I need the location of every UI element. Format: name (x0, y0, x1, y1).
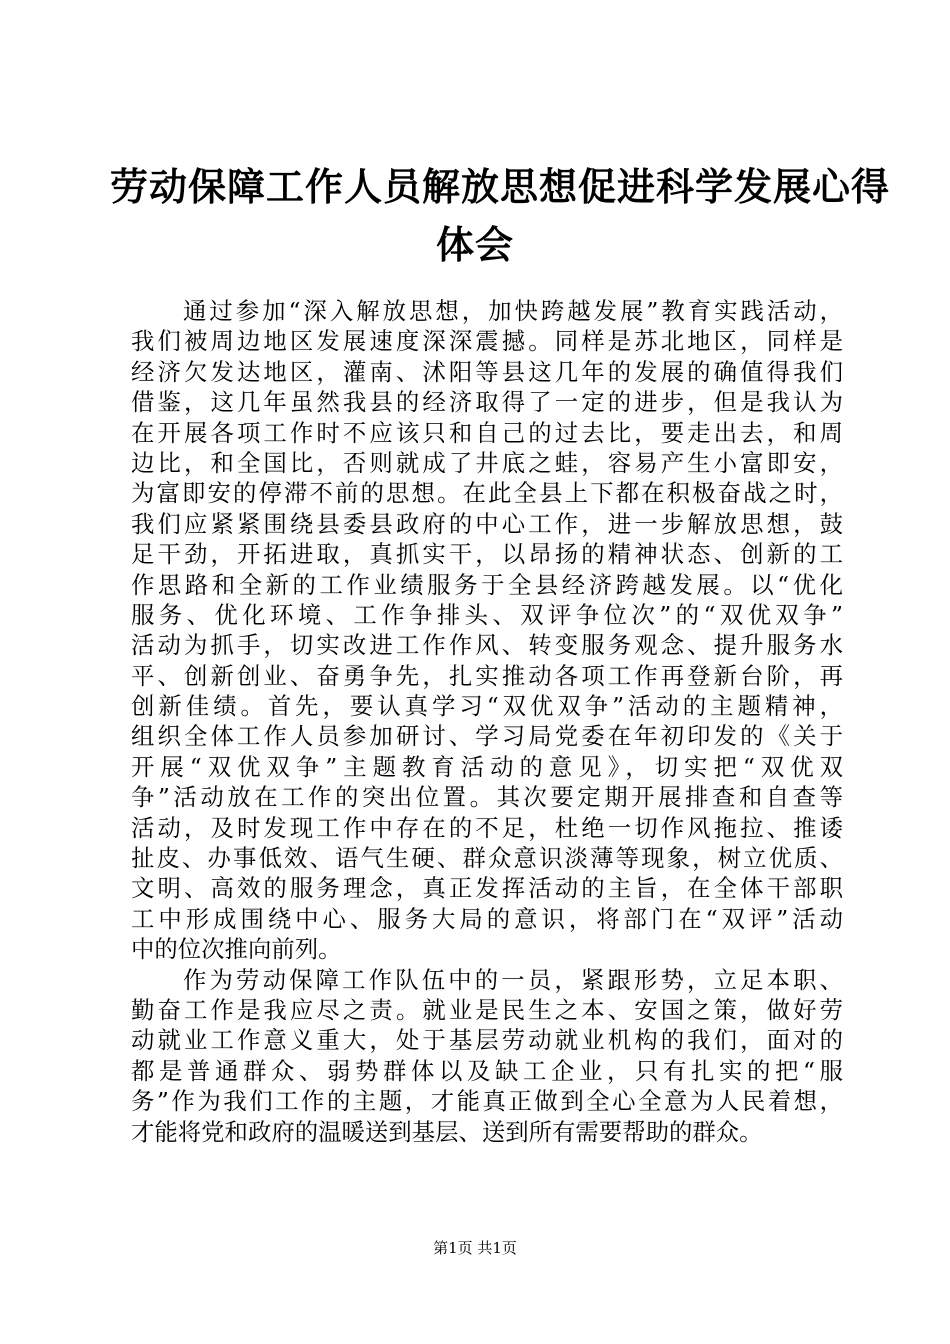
text-line: 我们被周边地区发展速度深深震撼。同样是苏北地区，同样是 (131, 327, 843, 356)
text-line: 文明、高效的服务理念，真正发挥活动的主旨，在全体干部职 (131, 874, 843, 903)
page-footer: 第1页 共1页 (433, 1239, 517, 1257)
text-line: 扯皮、办事低效、语气生硬、群众意识淡薄等现象，树立优质、 (131, 844, 843, 873)
document-body (131, 296, 843, 1147)
text-line: 动就业工作意义重大，处于基层劳动就业机构的我们，面对的 (131, 1026, 843, 1055)
paragraph-2 (131, 965, 843, 1147)
text-line: 为富即安的停滞不前的思想。在此全县上下都在积极奋战之时， (131, 479, 843, 508)
text-line: 边比，和全国比，否则就成了井底之蛙，容易产生小富即安， (131, 448, 843, 477)
text-line: 通过参加“深入解放思想，加快跨越发展”教育实践活动， (183, 297, 843, 325)
text-line: 活动，及时发现工作中存在的不足，杜绝一切作风拖拉、推诿 (131, 813, 843, 842)
text-line: 作思路和全新的工作业绩服务于全县经济跨越发展。以“优化 (131, 570, 843, 599)
text-line: 中的位次推向前列。 (131, 935, 342, 964)
title-line-1: 劳动保障工作人员解放思想促进科学发展心得 (110, 164, 891, 209)
text-line: 经济欠发达地区，灌南、沭阳等县这几年的发展的确值得我们 (131, 357, 843, 386)
document-title (110, 158, 891, 274)
text-line: 勤奋工作是我应尽之责。就业是民生之本、安国之策，做好劳 (131, 995, 843, 1024)
text-line: 足干劲，开拓进取，真抓实干，以昂扬的精神状态、创新的工 (131, 540, 843, 569)
text-line: 创新佳绩。首先，要认真学习“双优双争”活动的主题精神， (131, 692, 843, 721)
text-line: 工中形成围绕中心、服务大局的意识，将部门在“双评”活动 (131, 904, 843, 933)
text-line: 都是普通群众、弱势群体以及缺工企业，只有扎实的把“服 (131, 1056, 843, 1085)
text-line: 组织全体工作人员参加研讨、学习局党委在年初印发的《关于 (131, 722, 843, 751)
paragraph-1 (131, 296, 843, 965)
text-line: 在开展各项工作时不应该只和自己的过去比，要走出去，和周 (131, 418, 843, 447)
title-line-2: 体会 (435, 222, 514, 267)
text-line: 开展“双优双争”主题教育活动的意见》，切实把“双优双 (131, 752, 843, 781)
text-line: 务”作为我们工作的主题，才能真正做到全心全意为人民着想， (131, 1087, 843, 1116)
text-line: 我们应紧紧围绕县委县政府的中心工作，进一步解放思想，鼓 (131, 509, 843, 538)
text-line: 争”活动放在工作的突出位置。其次要定期开展排查和自查等 (131, 783, 843, 812)
text-line: 借鉴，这几年虽然我县的经济取得了一定的进步，但是我认为 (131, 388, 843, 417)
text-line: 平、创新创业、奋勇争先，扎实推动各项工作再登新台阶，再 (131, 661, 843, 690)
text-line: 服务、优化环境、工作争排头、双评争位次”的“双优双争” (131, 600, 843, 629)
text-line: 才能将党和政府的温暖送到基层、送到所有需要帮助的群众。 (131, 1117, 763, 1146)
text-line: 活动为抓手，切实改进工作作风、转变服务观念、提升服务水 (131, 631, 843, 660)
text-line: 作为劳动保障工作队伍中的一员，紧跟形势，立足本职、 (183, 965, 843, 994)
